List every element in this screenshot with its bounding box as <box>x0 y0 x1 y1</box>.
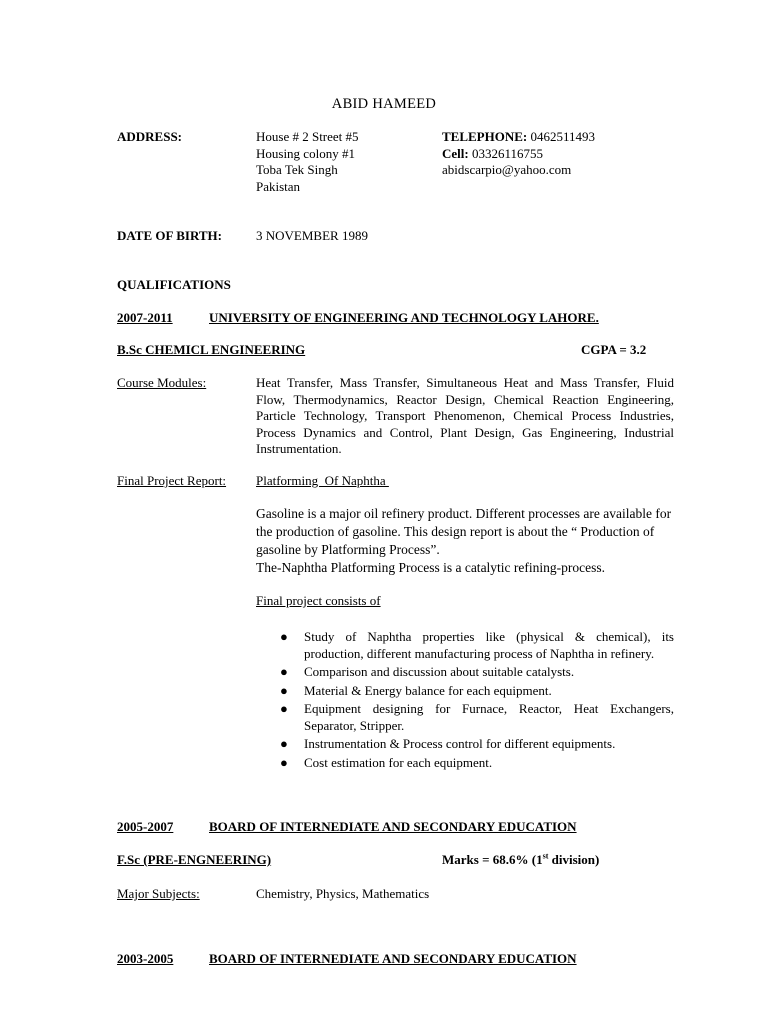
uet-degree: B.Sc CHEMICL ENGINEERING <box>117 342 306 357</box>
address-line: Toba Tek Singh <box>256 162 338 177</box>
address-block <box>256 129 359 195</box>
project-description-para: The-Naphtha Platforming Process is a catalytic refining-process. <box>256 560 606 575</box>
course-modules-text: Heat Transfer, Mass Transfer, Simultaneous Heat and Mass Transfer, Fluid Flow, Thermodynamics, Reactor Design, Chemical Reaction Engineering, Particle Technology, Transport Phenomenon, Chemical Process Industries, Process Dynamics and Control, Plant Design, Gas Engineering, Industrial Instrumentation. <box>256 375 674 456</box>
telephone-value: 0462511493 <box>530 129 596 144</box>
bullet-icon: ● <box>280 736 288 751</box>
list-item <box>256 683 674 700</box>
course-modules-label: Course Modules: <box>117 375 207 390</box>
list-item-text: Material & Energy balance for each equipment. <box>304 682 552 698</box>
cell-value: 03326116755 <box>471 145 543 161</box>
address-label: ADDRESS: <box>117 129 183 144</box>
board1-institution: BOARD OF INTERNEDIATE AND SECONDARY EDUCATION <box>209 819 577 834</box>
marks-text-suffix: division) <box>548 852 600 867</box>
uet-cgpa: CGPA = 3.2 <box>581 342 647 357</box>
bullet-icon: ● <box>280 754 288 770</box>
contact-block <box>442 129 595 179</box>
cell-label: Cell: <box>442 145 469 161</box>
list-item <box>256 629 674 662</box>
uet-years: 2007-2011 <box>117 310 173 325</box>
cell-row <box>442 146 595 163</box>
list-item <box>256 736 674 753</box>
board1-years: 2005-2007 <box>117 819 174 834</box>
marks-text: Marks = 68.6% (1 <box>442 852 543 867</box>
final-project-title: Platforming Of Naphtha <box>256 473 389 488</box>
list-item-text: Comparison and discussion about suitable catalysts. <box>304 664 575 679</box>
address-line: Housing colony #1 <box>256 145 355 161</box>
bullet-icon: ● <box>280 701 288 716</box>
project-description-para: Gasoline is a major oil refinery product. Different processes are available for the production of gasoline. This design report is about the “ Production of gasoline by Platforming Process”. <box>256 506 672 557</box>
board2-institution: BOARD OF INTERNEDIATE AND SECONDARY EDUCATION <box>209 951 577 966</box>
uet-institution: UNIVERSITY OF ENGINEERING AND TECHNOLOGY LAHORE. <box>209 310 599 325</box>
bullet-icon: ● <box>280 682 288 698</box>
project-bullet-list <box>256 629 674 773</box>
bullet-icon: ● <box>280 629 288 644</box>
address-line: House # 2 Street #5 <box>256 129 359 144</box>
major-subjects-label: Major Subjects: <box>117 886 200 901</box>
telephone-label: TELEPHONE: <box>442 129 528 144</box>
email-value: abidscarpio@yahoo.com <box>442 162 572 177</box>
list-item-text: Equipment designing for Furnace, Reactor, Heat Exchangers, Separator, Stripper. <box>304 701 674 733</box>
list-item <box>256 755 674 772</box>
dob-value: 3 NOVEMBER 1989 <box>256 228 368 243</box>
major-subjects-value: Chemistry, Physics, Mathematics <box>256 886 430 901</box>
list-item-text: Study of Naphtha properties like (physical & chemical), its production, different manufacturing process of Naphtha in refinery. <box>304 629 674 661</box>
project-consists-heading: Final project consists of <box>256 593 381 608</box>
board2-years: 2003-2005 <box>117 951 174 966</box>
resume-name: ABID HAMEED <box>331 96 437 112</box>
list-item-text: Instrumentation & Process control for different equipments. <box>304 736 616 751</box>
list-item-text: Cost estimation for each equipment. <box>304 754 493 770</box>
telephone-row <box>442 129 595 146</box>
marks-superscript: st <box>542 851 549 861</box>
project-description <box>256 505 676 577</box>
address-line: Pakistan <box>256 178 301 194</box>
qualifications-heading: QUALIFICATIONS <box>117 277 231 292</box>
board1-degree: F.Sc (PRE-ENGNEERING) <box>117 852 272 867</box>
bullet-icon: ● <box>280 664 288 679</box>
final-project-label: Final Project Report: <box>117 473 227 488</box>
board1-marks <box>442 852 599 869</box>
dob-label: DATE OF BIRTH: <box>117 228 222 243</box>
list-item <box>256 664 674 681</box>
list-item <box>256 701 674 734</box>
